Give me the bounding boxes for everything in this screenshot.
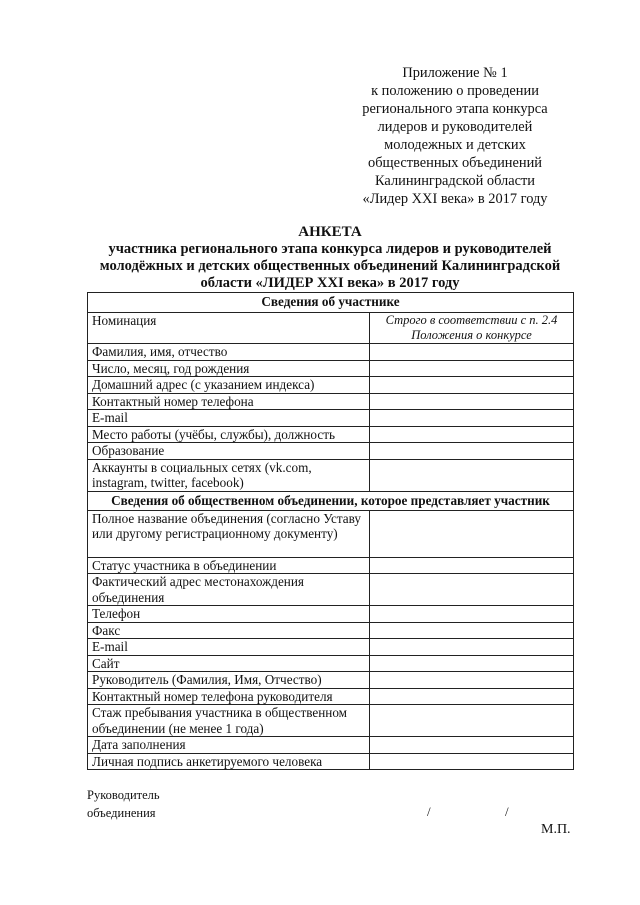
field-label: Образование [88,443,370,460]
table-row [88,655,574,672]
field-value[interactable] [370,410,574,427]
field-label: Домашний адрес (с указанием индекса) [88,377,370,394]
form-subtitle-line: молодёжных и детских общественных объединений Калининградской [99,258,561,274]
appendix-line: «Лидер XXI века» в 2017 году [362,191,548,207]
section-header: Сведения об участнике [88,293,574,313]
field-label: Место работы (учёбы, службы), должность [88,426,370,443]
field-label: Полное название объединения (согласно Уставу или другому регистрационному документу) [88,510,370,557]
table-row [88,688,574,705]
field-label: Дата заполнения [88,737,370,754]
table-row [88,410,574,427]
signature-slash: / [427,804,431,819]
form-heading [80,224,580,292]
field-value[interactable] [370,672,574,689]
table-row [88,510,574,557]
field-label: Стаж пребывания участника в общественном объединении (не менее 1 года) [88,705,370,737]
field-value[interactable] [370,737,574,754]
field-value[interactable] [370,557,574,574]
table-row [88,557,574,574]
field-value[interactable] [370,426,574,443]
field-label: Фактический адрес местонахождения объединения [88,574,370,606]
field-label: Номинация [88,313,370,344]
form-subtitle-line: области «ЛИДЕР XXI века» в 2017 году [200,275,460,291]
questionnaire-table [87,292,574,770]
field-value[interactable] [370,574,574,606]
table-row [88,393,574,410]
table-row [88,753,574,770]
appendix-line: Калининградской области [375,173,535,189]
form-title: АНКЕТА [298,224,362,240]
field-value[interactable] [370,639,574,656]
field-value[interactable] [370,393,574,410]
field-label: Контактный номер телефона [88,393,370,410]
section-header: Сведения об общественном объединении, которое представляет участник [88,491,574,510]
field-value[interactable] [370,688,574,705]
field-value[interactable] [370,377,574,394]
table-row [88,313,574,344]
section-header-row [88,293,574,313]
signature-label-line: объединения [87,806,156,820]
appendix-line: молодежных и детских [384,137,526,153]
field-value[interactable] [370,510,574,557]
field-value[interactable] [370,344,574,361]
stamp-place-label: М.П. [541,822,571,837]
form-subtitle-line: участника регионального этапа конкурса лидеров и руководителей [108,241,552,257]
table-row [88,622,574,639]
field-label: Факс [88,622,370,639]
field-value[interactable]: Строго в соответствии с п. 2.4 Положения о конкурсе [370,313,574,344]
appendix-line: лидеров и руководителей [377,119,533,135]
field-value[interactable] [370,443,574,460]
field-value[interactable] [370,622,574,639]
table-row [88,360,574,377]
field-label: Телефон [88,606,370,623]
field-label: Контактный номер телефона руководителя [88,688,370,705]
field-label: Руководитель (Фамилия, Имя, Отчество) [88,672,370,689]
field-label: Аккаунты в социальных сетях (vk.com, instagram, twitter, facebook) [88,459,370,491]
table-row [88,574,574,606]
appendix-line: регионального этапа конкурса [362,101,548,117]
table-row [88,639,574,656]
appendix-line: общественных объединений [368,155,542,171]
table-row [88,606,574,623]
field-value[interactable] [370,655,574,672]
field-label: E-mail [88,410,370,427]
table-row [88,443,574,460]
field-label: E-mail [88,639,370,656]
table-row [88,737,574,754]
field-label: Статус участника в объединении [88,557,370,574]
table-row [88,672,574,689]
appendix-line: к положению о проведении [371,83,539,99]
signature-label [87,786,160,822]
table-row [88,705,574,737]
signature-label-line: Руководитель [87,788,160,802]
field-label: Личная подпись анкетируемого человека [88,753,370,770]
field-value[interactable] [370,606,574,623]
field-value[interactable] [370,753,574,770]
table-row [88,344,574,361]
field-label: Сайт [88,655,370,672]
appendix-block [330,64,580,208]
appendix-line: Приложение № 1 [402,65,508,81]
section-header-row [88,491,574,510]
field-value[interactable] [370,360,574,377]
signature-slash: / [505,804,509,819]
table-row [88,459,574,491]
field-value[interactable] [370,459,574,491]
field-label: Число, месяц, год рождения [88,360,370,377]
table-row [88,426,574,443]
table-row [88,377,574,394]
field-value[interactable] [370,705,574,737]
field-label: Фамилия, имя, отчество [88,344,370,361]
